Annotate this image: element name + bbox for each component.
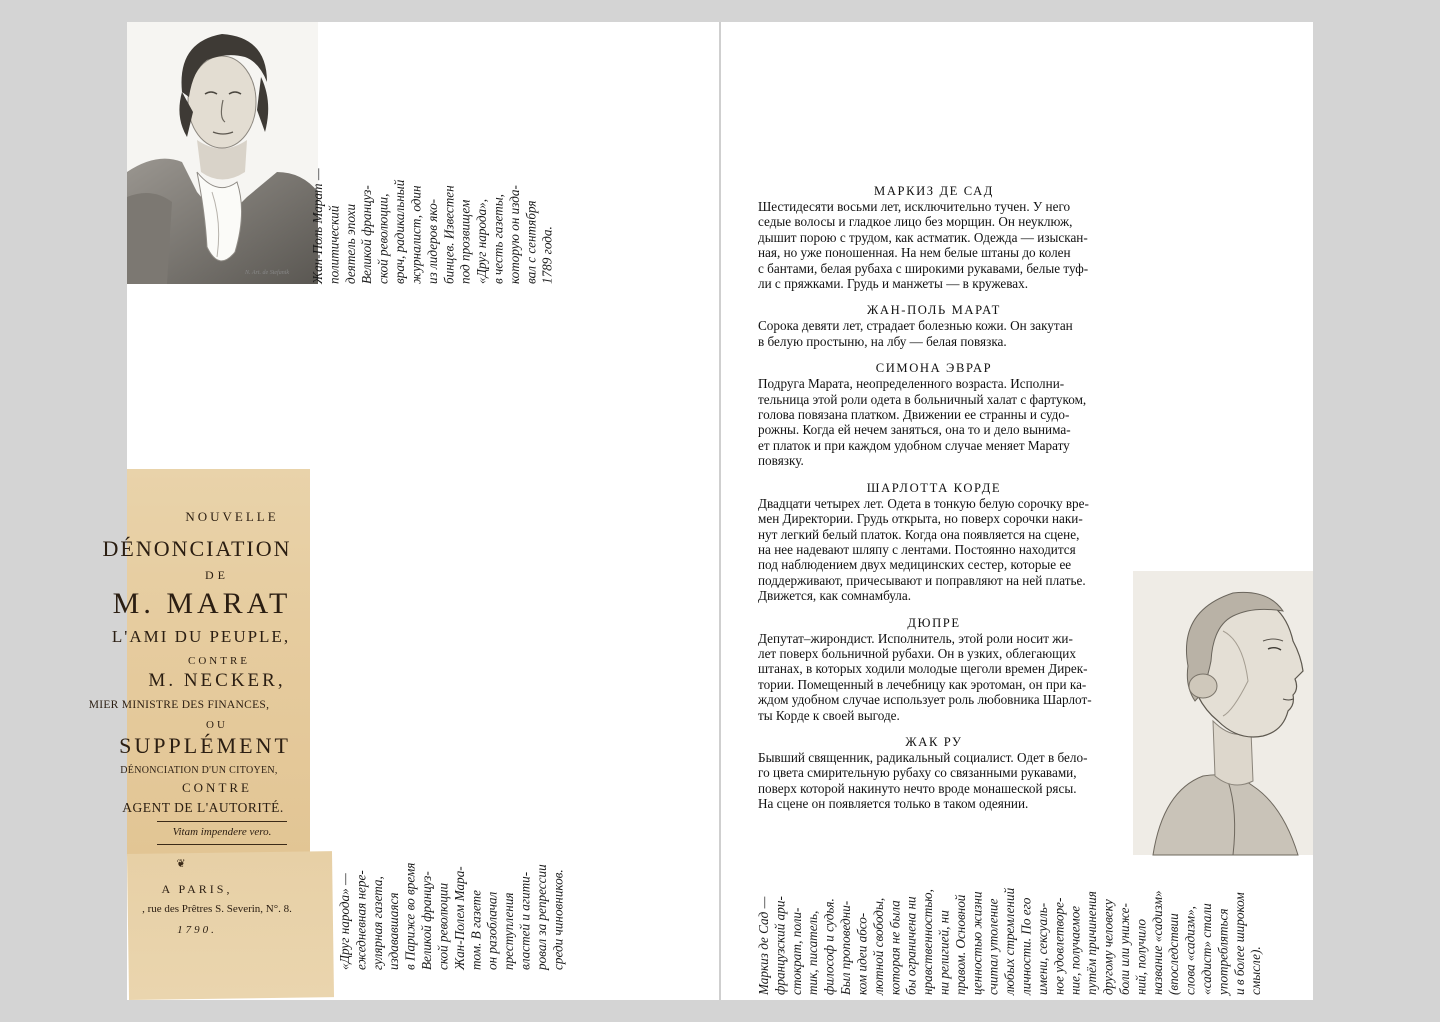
doc-line: , rue des Prêtres S. Severin, N°. 8. — [142, 903, 292, 915]
description-line: Двадцати четырех лет. Одета в тонкую белую сорочку вре- — [758, 495, 1089, 511]
caption-line: том. В газете — [468, 890, 484, 970]
caption-line: употребляться — [1215, 908, 1231, 995]
caption-line: ской революции — [435, 882, 451, 970]
description-line: ет платок и при каждом удобном случае меняет Марату — [758, 437, 1070, 453]
caption-line: любых стремлений — [1002, 887, 1018, 995]
doc-line: L'AMI DU PEUPLE, — [111, 627, 291, 646]
caption-line: тик, писатель, — [805, 910, 821, 995]
caption-line: ровал за репрессии — [533, 864, 549, 970]
cast-description — [758, 750, 1110, 812]
marat-portrait-image — [127, 22, 318, 284]
sade-caption — [756, 860, 1265, 995]
caption-line: имени, сексуаль- — [1034, 902, 1050, 995]
caption-line: под прозвищем — [457, 199, 473, 284]
ornament-icon: ❦ — [176, 858, 186, 870]
doc-line: CONTRE — [188, 655, 250, 667]
doc-line: MIER MINISTRE DES FINANCES, — [88, 699, 270, 711]
caption-line: гулярная газета, — [369, 876, 385, 970]
description-line: лет поверх больничной рубахи. Он в узких, облегающих — [758, 645, 1076, 661]
doc-line: AGENT DE L'AUTORITÉ. — [122, 800, 284, 815]
caption-line: личности. По его — [1018, 897, 1034, 995]
caption-line: нравственностью, — [920, 889, 936, 995]
newspaper-caption — [337, 860, 567, 970]
description-line: Подруга Марата, неопределенного возраста. Исполни- — [758, 376, 1065, 392]
caption-line: властей и агити- — [517, 871, 533, 970]
caption-line: «Друг народа», — [474, 198, 490, 284]
doc-line: A PARIS, — [161, 882, 233, 896]
caption-line: в Париже во время — [402, 862, 418, 970]
cast-list — [758, 183, 1110, 823]
doc-rule — [157, 844, 287, 845]
cast-name: ДЮПРЕ — [907, 615, 961, 630]
caption-line: ценностью жизни — [969, 891, 985, 995]
caption-line: он разоблачал — [484, 891, 500, 970]
description-line: Сорока девяти лет, страдает болезнью кожи. Он закутан — [758, 318, 1073, 334]
caption-line: бы ограничена ни — [903, 896, 919, 995]
caption-line: ской революции, — [375, 193, 391, 284]
cast-name: СИМОНА ЭВРАР — [875, 361, 993, 376]
description-line: нут легкий белый платок. Когда она появляется на сцене, — [758, 526, 1080, 542]
sade-portrait-illustration — [1133, 571, 1313, 855]
cast-description — [758, 199, 1110, 291]
description-line: го цвета смирительную рубаху со связанными рукавами, — [758, 765, 1077, 781]
description-line: Шестидесяти восьми лет, исключительно тучен. У него — [758, 199, 1071, 214]
description-line: ли с пряжками. Грудь и манжеты — в кружевах. — [758, 276, 1029, 292]
cast-entry-dupre — [758, 615, 1110, 723]
caption-line: среди чиновников. — [550, 869, 566, 970]
caption-line: ний, получило — [1133, 918, 1149, 995]
cast-description — [758, 318, 1110, 349]
cast-entry-sade — [758, 183, 1110, 291]
doc-line: M. MARAT — [112, 587, 292, 620]
cast-entry-marat — [758, 302, 1110, 349]
doc-line: 1790. — [177, 924, 217, 936]
caption-line: бинцев. Известен — [441, 185, 457, 284]
caption-line: деятель эпохи — [342, 203, 358, 284]
marat-portrait-illustration — [127, 22, 318, 284]
description-line: На сцене он появляется только в таком одеянии. — [758, 796, 1029, 812]
description-line: штанах, в которых ходили молодые щеголи времен Дирек- — [758, 661, 1088, 677]
doc-line: DÉNONCIATION — [102, 536, 292, 561]
caption-line: Великой француз- — [359, 185, 375, 284]
caption-line: в честь газеты, — [490, 194, 506, 284]
doc-rule — [157, 821, 287, 822]
description-line: тельница этой роли одета в больничный халат с фартуком, — [758, 391, 1087, 407]
caption-line: и в более широком — [1231, 892, 1247, 995]
caption-line: 1789 года. — [539, 226, 555, 284]
caption-line: которую он изда- — [506, 185, 522, 284]
caption-line: (впоследствии — [1166, 913, 1182, 995]
cast-entry-jacques-roux — [758, 734, 1110, 812]
description-line: дышит порою с трудом, как астматик. Одежда — изыскан- — [758, 229, 1088, 245]
caption-line: политический — [326, 205, 342, 284]
caption-line: журналист, один — [408, 185, 424, 284]
description-line: рожны. Когда ей нечем заняться, она то и дело вынима- — [758, 422, 1071, 438]
description-line: поддерживают, причесывают и поправляют на ней платье. — [758, 572, 1086, 588]
caption-line: ное удовлетворе- — [1051, 897, 1067, 995]
caption-line: ком идеи абсо- — [854, 912, 870, 995]
description-line: ждом удобном случае использует роль любовника Шарлот- — [758, 692, 1092, 708]
caption-line: Был проповедни- — [838, 900, 854, 995]
description-line: тории. Помещенный в лечебницу как эротоман, он при ка- — [758, 676, 1087, 692]
description-line: Депутат–жирондист. Исполнитель, этой роли носит жи- — [758, 630, 1073, 646]
doc-line: NOUVELLE — [185, 509, 279, 524]
doc-line: SUPPLÉMENT — [119, 733, 291, 758]
caption-line: слова «садизм», — [1182, 906, 1198, 995]
caption-line: считал утоление — [985, 898, 1001, 995]
caption-line: лютной свободы, — [870, 897, 886, 995]
left-page — [88, 22, 719, 1000]
description-line: поверх которой накинуто нечто вроде монашеской рясы. — [758, 780, 1077, 796]
caption-line: ни религией, ни — [936, 910, 952, 995]
cast-name: МАРКИЗ ДЕ САД — [874, 184, 994, 198]
description-line: голова повязана платком. Движении ее странны и судо- — [758, 407, 1070, 423]
description-line: повязку. — [758, 453, 804, 469]
cast-name: ЖАК РУ — [905, 734, 963, 749]
cast-description — [758, 496, 1110, 604]
engraving-signature: N. Art. de Stefanik — [245, 270, 290, 276]
doc-line: DÉNONCIATION D'UN CITOYEN, — [120, 765, 278, 776]
cast-name: ШАРЛОТТА КОРДЕ — [866, 480, 1002, 495]
cast-description — [758, 376, 1110, 468]
cast-description — [758, 631, 1110, 723]
caption-line: боли или униже- — [1116, 903, 1132, 995]
newspaper-title-page-image — [88, 469, 310, 1000]
caption-line: преступления — [501, 892, 517, 970]
doc-line: M. NECKER, — [148, 670, 286, 691]
caption-line: из лидеров яко- — [424, 198, 440, 284]
caption-line: «Друг народа» — — [337, 873, 352, 970]
caption-line: французский ари- — [772, 896, 788, 995]
caption-line: ние, получаемое — [1067, 905, 1083, 995]
doc-line: CONTRE — [182, 780, 252, 795]
description-line: в белую простыню, на лбу — белая повязка. — [758, 333, 1007, 349]
doc-line: OU — [206, 719, 228, 731]
description-line: под наблюдением двух медицинских сестер, которые ее — [758, 557, 1072, 573]
caption-line: ежедневная нере- — [353, 870, 369, 970]
cast-entry-simone — [758, 360, 1110, 468]
description-line: мен Директории. Грудь открыта, но поверх сорочки наки- — [758, 511, 1083, 527]
description-line: ная, но уже поношенная. На нем белые штаны до колен — [758, 245, 1071, 261]
description-line: Бывший священник, радикальный социалист. Одет в бело- — [758, 749, 1088, 765]
doc-line: Vitam impendere vero. — [172, 826, 272, 838]
marat-caption — [310, 54, 556, 284]
doc-line: DE — [205, 568, 229, 582]
caption-line: вал с сентября — [523, 200, 539, 284]
caption-line: другому человеку — [1100, 899, 1116, 995]
caption-line: издававшаяся — [386, 892, 402, 970]
caption-line: «садист» стали — [1198, 903, 1214, 995]
cast-entry-charlotte — [758, 480, 1110, 604]
caption-line: правом. Основной — [952, 894, 968, 995]
caption-line: Жан-Поль Марат — — [310, 168, 325, 284]
caption-line: Жан-Полем Мара- — [451, 866, 467, 970]
caption-line: Маркиз де Сад — — [756, 896, 771, 995]
caption-line: название «садизм» — [1149, 890, 1165, 995]
caption-line: Великой француз- — [419, 871, 435, 970]
caption-line: философ и судья. — [821, 898, 837, 995]
caption-line: смысле). — [1248, 946, 1264, 995]
description-line: с бантами, белая рубаха с широкими рукавами, белые туф- — [758, 260, 1089, 276]
caption-line: которая не была — [887, 900, 903, 995]
description-line: на нее надевают шляпу с лентами. Постоянно находится — [758, 541, 1076, 557]
caption-line: врач, радикальный — [392, 179, 408, 284]
caption-line: путём причинения — [1084, 891, 1100, 995]
sade-portrait-image — [1133, 571, 1313, 855]
description-line: ты Корде к своей выгоде. — [758, 707, 900, 723]
right-page — [721, 22, 1313, 1000]
caption-line: стократ, поли- — [788, 907, 804, 995]
description-line: Движется, как сомнамбула. — [758, 588, 912, 604]
description-line: седые волосы и гладкое лицо без морщин. Он неуклюж, — [758, 214, 1073, 230]
cast-name: ЖАН-ПОЛЬ МАРАТ — [867, 303, 1001, 318]
